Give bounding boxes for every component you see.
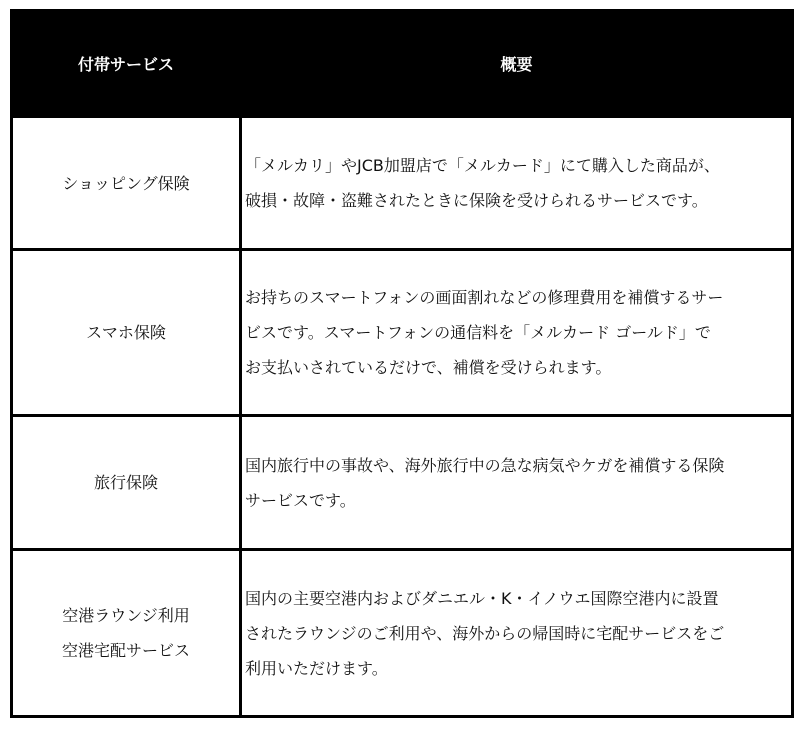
description-line: 国内の主要空港内およびダニエル・K・イノウエ国際空港内に設置 bbox=[245, 588, 719, 608]
service-description-cell bbox=[241, 117, 793, 250]
description-line: 「メルカリ」やJCB加盟店で「メルカード」にて購入した商品が、 bbox=[245, 156, 720, 175]
service-name: 空港ラウンジ利用 bbox=[62, 606, 190, 625]
service-name-cell bbox=[12, 550, 241, 717]
table-row bbox=[12, 117, 793, 250]
service-name: 旅行保険 bbox=[93, 473, 158, 492]
table-row bbox=[12, 250, 793, 416]
header-service: 付帯サービス bbox=[12, 11, 241, 117]
description-line: サービスです。 bbox=[245, 490, 356, 510]
service-name: スマホ保険 bbox=[86, 323, 166, 342]
description-line: 破損・故障・盗難されたときに保険を受けられるサービスです。 bbox=[245, 191, 708, 210]
service-description-cell bbox=[241, 416, 793, 550]
service-name-cell bbox=[12, 250, 241, 416]
service-name: ショッピング保険 bbox=[62, 173, 190, 193]
service-name-cell bbox=[12, 416, 241, 550]
service-description-cell bbox=[241, 550, 793, 717]
description-line: されたラウンジのご利用や、海外からの帰国時に宅配サービスをご bbox=[245, 623, 725, 643]
service-description-cell bbox=[241, 250, 793, 416]
description-line: お持ちのスマートフォンの画面割れなどの修理費用を補償するサー bbox=[245, 288, 724, 307]
benefits-table bbox=[10, 9, 794, 718]
description-line: 利用いただけます。 bbox=[245, 658, 388, 678]
table-row bbox=[12, 550, 793, 717]
table-row bbox=[12, 416, 793, 550]
description-line: ビスです。スマートフォンの通信料を「メルカード ゴールド」で bbox=[245, 323, 711, 342]
service-name-cell bbox=[12, 117, 241, 250]
description-line: お支払いされているだけで、補償を受けられます。 bbox=[245, 358, 612, 377]
service-name: 空港宅配サービス bbox=[61, 641, 190, 660]
header-overview: 概要 bbox=[241, 11, 793, 117]
description-line: 国内旅行中の事故や、海外旅行中の急な病気やケガを補償する保険 bbox=[245, 455, 725, 475]
table-header-row bbox=[12, 11, 793, 117]
